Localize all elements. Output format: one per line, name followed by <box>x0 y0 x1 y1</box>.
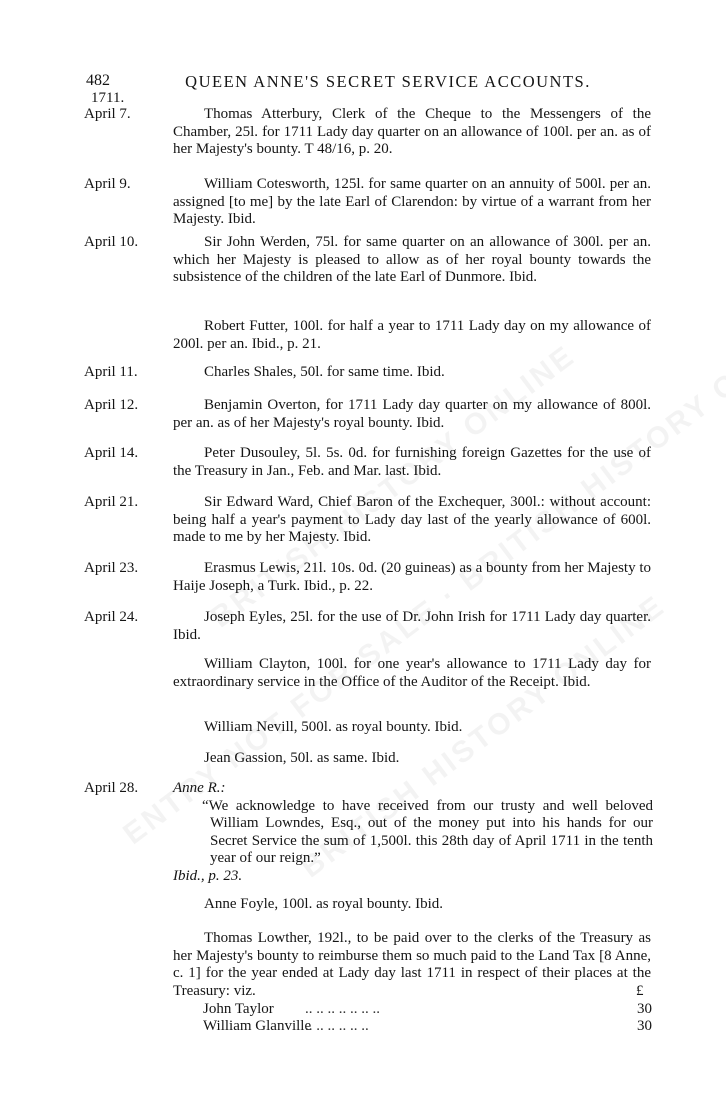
entry-april-9 <box>0 176 726 229</box>
entry-date: April 14. <box>84 445 139 461</box>
entry-text: Thomas Atterbury, Clerk of the Cheque to the Messengers of the Chamber, 25l. for 1711 Lady day quarter on an allowance of 100l. per an. as of her Majesty's bounty. T 48/16, p. 20. <box>173 106 651 158</box>
entry-text: William Cotesworth, 125l. for same quarter on an annuity of 500l. per an. assigned [to me] by the late Earl of Clarendon: by virtue of a warrant from her Majesty. Ibid. <box>173 176 651 228</box>
entry-date: April 23. <box>84 560 139 576</box>
year-heading: 1711. <box>91 90 125 106</box>
entry-text: Peter Dusouley, 5l. 5s. 0d. for furnishing foreign Gazettes for the use of the Treasury in Jan., Feb. and Mar. last. Ibid. <box>173 445 651 479</box>
entry-april-7 <box>0 106 726 159</box>
clerk-name: William Glanville <box>203 1018 312 1035</box>
entry-april-12 <box>0 397 726 432</box>
entry-date: April 24. <box>84 609 139 625</box>
running-title: QUEEN ANNE'S SECRET SERVICE ACCOUNTS. <box>185 72 591 91</box>
entry-april-23 <box>0 560 726 595</box>
entry-futter <box>0 318 726 353</box>
leader-dots: .. .. .. .. .. .. .. <box>305 1000 380 1017</box>
entry-clayton <box>0 656 726 691</box>
entry-april-11 <box>0 364 726 382</box>
entry-text: Sir John Werden, 75l. for same quarter on an allowance of 300l. per an. which her Majesty is pleased to allow as of her royal bounty towards the subsistence of the children of the late Earl of Dunmore. Ibid. <box>173 234 651 286</box>
clerk-amount: 30 <box>637 1018 652 1035</box>
entry-date: April 11. <box>84 364 138 380</box>
table-row <box>0 1001 726 1019</box>
entry-nevill <box>0 719 726 737</box>
entry-text: Erasmus Lewis, 21l. 10s. 0d. (20 guineas) as a bounty from her Majesty to Haije Joseph, a Turk. Ibid., p. 22. <box>173 560 652 594</box>
entry-april-10 <box>0 234 726 287</box>
entry-text: Joseph Eyles, 25l. for the use of Dr. John Irish for 1711 Lady day quarter. Ibid. <box>173 609 651 643</box>
currency-symbol: £ <box>636 983 644 999</box>
entry-april-14 <box>0 445 726 480</box>
entry-date: April 10. <box>84 234 139 250</box>
entry-date: April 21. <box>84 494 139 510</box>
table-row <box>0 1018 726 1036</box>
entry-text: William Nevill, 500l. as royal bounty. Ibid. <box>204 719 463 735</box>
page-number: 482 <box>86 72 110 89</box>
entry-date: April 9. <box>84 176 131 192</box>
clerk-amount: 30 <box>637 1000 652 1017</box>
entry-april-21 <box>0 494 726 547</box>
entry-date: April 12. <box>84 397 139 413</box>
table-header-row <box>0 983 726 1001</box>
entry-text: Robert Futter, 100l. for half a year to 1711 Lady day on my allowance of 200l. per an. Ibid., p. 21. <box>173 318 651 352</box>
entry-text: Anne Foyle, 100l. as royal bounty. Ibid. <box>204 896 443 912</box>
entry-reference: Ibid., p. 23. <box>173 867 243 884</box>
acknowledgement-quote: “We acknowledge to have received from our trusty and well beloved William Lowndes, Esq., out of the money put into his hands for our Secret Service the sum of 1,500l. this 28th day of April 1711 in the tenth year of our reign.” <box>202 797 653 867</box>
entry-april-28 <box>0 780 726 886</box>
entry-gassion <box>0 750 726 768</box>
clerk-name: John Taylor <box>203 1000 274 1017</box>
entry-date: April 28. <box>84 780 139 796</box>
entry-text: Charles Shales, 50l. for same time. Ibid. <box>204 364 445 380</box>
entry-text: William Clayton, 100l. for one year's allowance to 1711 Lady day for extraordinary service in the Office of the Auditor of the Receipt. Ibid. <box>173 656 651 690</box>
entry-text: Sir Edward Ward, Chief Baron of the Exchequer, 300l.: without account: being half a year's payment to Lady day last of the yearly allowance of 600l. made to me by her Majesty. Ibid. <box>173 494 651 546</box>
entry-date: April 7. <box>84 106 131 122</box>
royal-signature: Anne R.: <box>173 780 226 796</box>
clerks-table <box>0 983 726 1036</box>
entry-foyle <box>0 896 726 914</box>
entry-text: Thomas Lowther, 192l., to be paid over to the clerks of the Treasury as her Majesty's bounty to reimburse them so much paid to the Land Tax [8 Anne, c. 1] for the year ended at Lady day last 1711 in respect of their places at the Treasury: viz. <box>173 930 651 999</box>
leader-dots: .. .. .. .. .. .. <box>305 1018 369 1035</box>
entry-text: Benjamin Overton, for 1711 Lady day quarter on my allowance of 800l. per an. as of her Majesty's royal bounty. Ibid. <box>173 397 651 431</box>
entry-april-24 <box>0 609 726 644</box>
entry-text: Jean Gassion, 50l. as same. Ibid. <box>204 750 400 766</box>
